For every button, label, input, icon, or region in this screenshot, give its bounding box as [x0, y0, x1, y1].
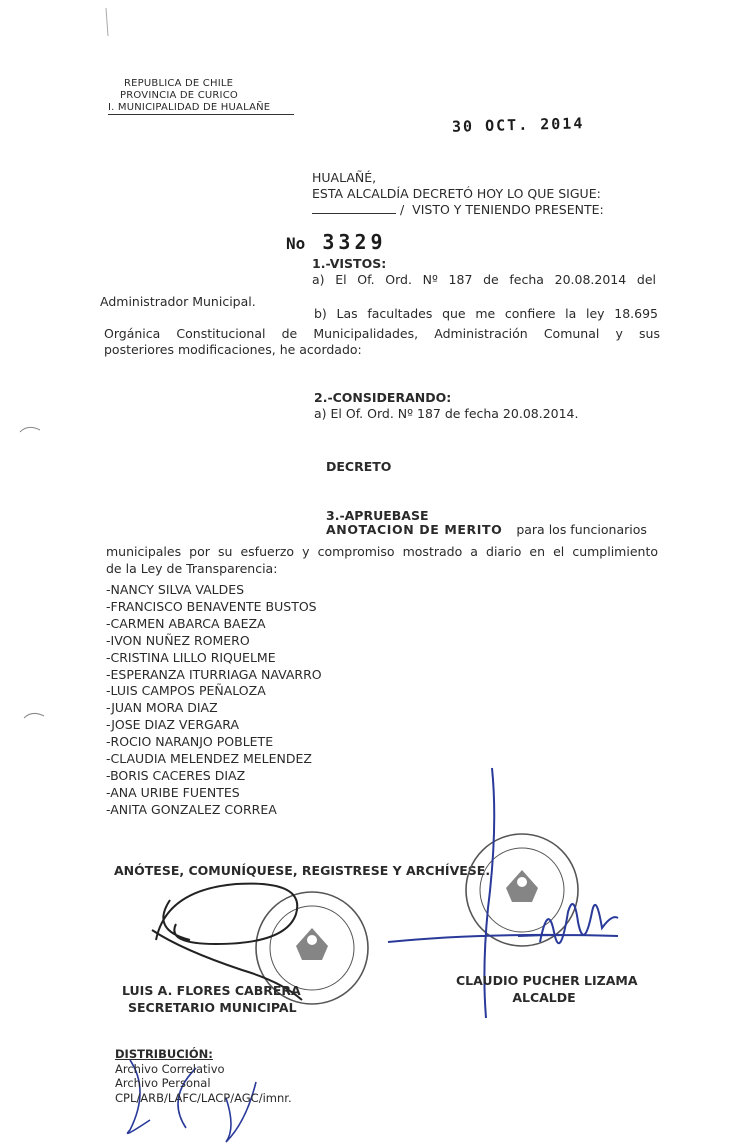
- mayor-signature-block: [456, 972, 638, 1006]
- list-item: Archivo Personal: [115, 1076, 211, 1090]
- decree-number-prefix: No: [286, 234, 306, 253]
- mayor-title: ALCALDE: [512, 990, 576, 1005]
- list-item: -CARMEN ABARCA BAEZA: [106, 615, 266, 631]
- list-item: CPL/ARB/LAFC/LACP/AGC/imnr.: [115, 1090, 292, 1105]
- list-item: -BORIS CACERES DIAZ: [106, 767, 246, 783]
- decreto-heading: DECRETO: [326, 459, 392, 474]
- closing-line: ANÓTESE, COMUNÍQUESE, REGISTRESE Y ARCHÍVESE.: [114, 863, 491, 878]
- list-item: -JOSE DIAZ VERGARA: [106, 717, 240, 733]
- apruebase-heading: 3.-APRUEBASE: [326, 508, 429, 523]
- secretary-signature-block: [122, 982, 301, 1016]
- list-item: Archivo Correlativo: [115, 1061, 225, 1076]
- punch-mark-icon: [24, 713, 44, 718]
- list-item: -NANCY SILVA VALDES: [106, 582, 245, 597]
- considerando-a: a) El Of. Ord. Nº 187 de fecha 20.08.2014.: [314, 406, 579, 421]
- mayor-seal-icon: [466, 834, 578, 946]
- intro-place: HUALAÑÉ,: [312, 170, 377, 185]
- header-country: REPUBLICA DE CHILE: [124, 78, 234, 89]
- vistos-a-line2: Administrador Municipal.: [100, 294, 256, 309]
- header-municipality: I. MUNICIPALIDAD DE HUALAÑE: [108, 102, 294, 115]
- distribution-heading: DISTRIBUCIÓN:: [115, 1047, 213, 1061]
- list-item: -ANITA GONZALEZ CORREA: [106, 801, 277, 817]
- considerando-heading: 2.-CONSIDERANDO:: [314, 390, 452, 405]
- intro-visto-text: VISTO Y TENIENDO PRESENTE:: [412, 202, 604, 217]
- list-item: -LUIS CAMPOS PEÑALOZA: [106, 683, 266, 699]
- date-stamp: 30 OCT. 2014: [451, 114, 585, 136]
- vistos-heading: 1.-VISTOS:: [312, 256, 387, 271]
- vistos-b-line2: Orgánica Constitucional de Municipalidades, Administración Comunal y sus: [104, 326, 660, 341]
- header-province: PROVINCIA DE CURICO: [120, 90, 238, 101]
- list-item: -CRISTINA LILLO RIQUELME: [106, 649, 276, 665]
- punch-mark-icon: [20, 427, 40, 432]
- mayor-name: CLAUDIO PUCHER LIZAMA: [456, 973, 638, 988]
- merit-annotation-rest: para los funcionarios: [516, 522, 647, 537]
- intro-line: ESTA ALCALDÍA DECRETÓ HOY LO QUE SIGUE:: [312, 186, 601, 201]
- vistos-b-line1: b) Las facultades que me confiere la ley 18.695: [314, 306, 658, 321]
- list-item: -ESPERANZA ITURRIAGA NAVARRO: [106, 666, 322, 682]
- merit-annotation-label: ANOTACION DE MERITO: [326, 522, 503, 537]
- vistos-b-line3: posteriores modificaciones, he acordado:: [104, 342, 362, 357]
- distribution-block: [115, 1047, 292, 1105]
- scan-mark-icon: [106, 8, 108, 36]
- secretary-name: LUIS A. FLORES CABRERA: [122, 983, 301, 998]
- list-item: -ANA URIBE FUENTES: [106, 784, 240, 800]
- list-item: -FRANCISCO BENAVENTE BUSTOS: [106, 598, 317, 614]
- decree-number-value: 3329: [322, 230, 387, 254]
- intro-visto-line: / VISTO Y TENIENDO PRESENTE:: [312, 202, 604, 217]
- list-item: -ROCIO NARANJO POBLETE: [106, 734, 274, 750]
- list-item: -JUAN MORA DIAZ: [106, 700, 218, 716]
- apruebase-line2: municipales por su esfuerzo y compromiso mostrado a diario en el cumplimiento: [106, 544, 658, 559]
- vistos-a-line1: a) El Of. Ord. Nº 187 de fecha 20.08.2014 del: [312, 272, 656, 287]
- list-item: -CLAUDIA MELENDEZ MELENDEZ: [106, 751, 312, 767]
- secretary-title: SECRETARIO MUNICIPAL: [128, 1000, 297, 1015]
- apruebase-line3: de la Ley de Transparencia:: [106, 561, 278, 576]
- list-item: -IVON NUÑEZ ROMERO: [106, 632, 250, 648]
